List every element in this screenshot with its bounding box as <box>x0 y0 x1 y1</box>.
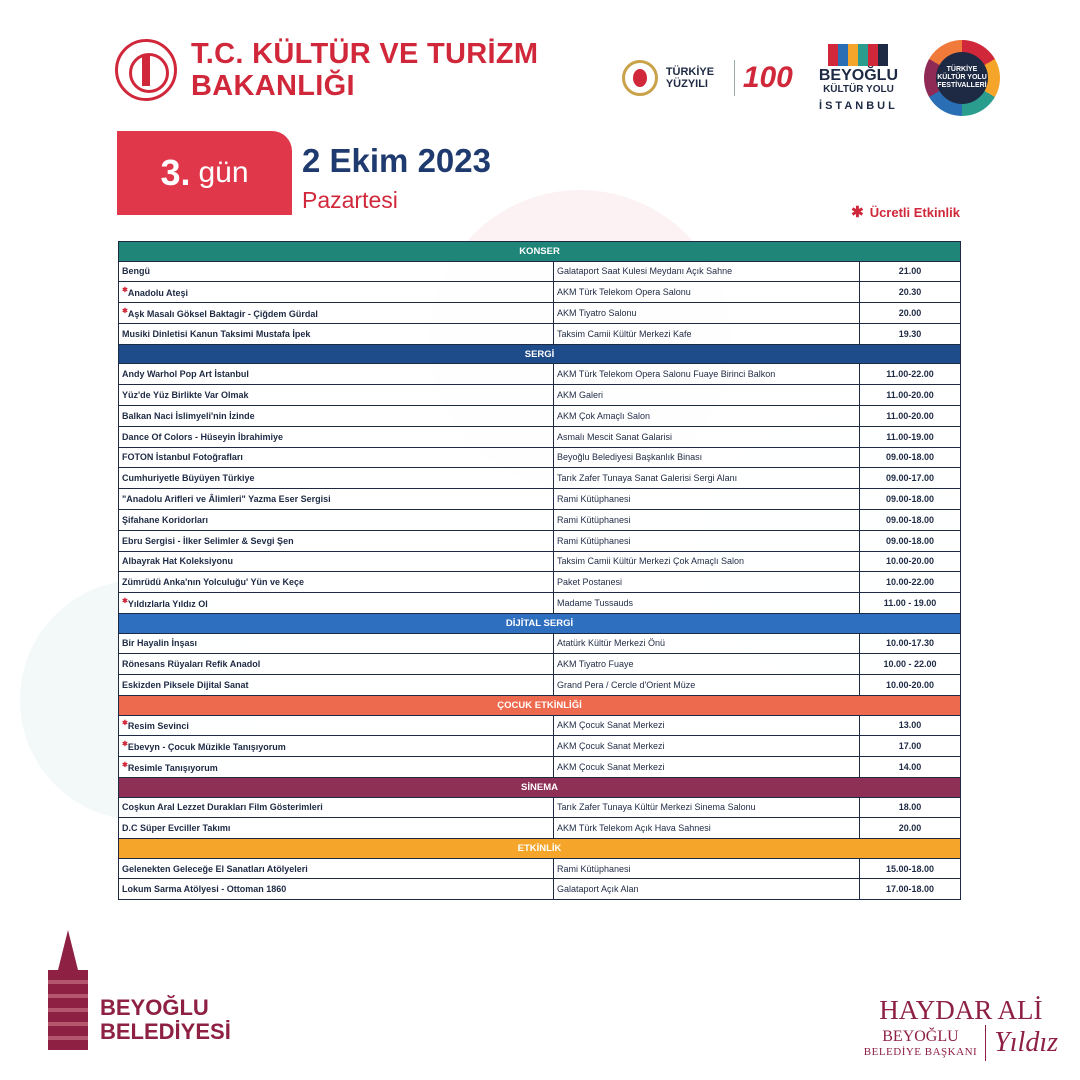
event-name-cell <box>119 303 554 324</box>
table-row <box>119 323 961 344</box>
event-name-cell <box>119 818 554 839</box>
event-time: 20.30 <box>860 282 961 303</box>
festival-logo-line2: KÜLTÜR YOLU <box>937 74 987 81</box>
table-row <box>119 468 961 489</box>
ministry-name-line2: BAKANLIĞI <box>191 70 355 102</box>
table-row <box>119 593 961 614</box>
paid-marker-icon: ✱ <box>851 204 864 221</box>
event-name: Yıldızlarla Yıldız Ol <box>127 599 208 610</box>
galata-tower-icon <box>42 930 94 1050</box>
event-venue: Asmalı Mescit Sanat Galarisi <box>554 426 860 447</box>
table-row <box>119 426 961 447</box>
paid-marker-icon: ✱ <box>122 598 128 606</box>
event-name: Dance Of Colors - Hüseyin İbrahimiye <box>122 431 284 442</box>
event-time: 11.00-20.00 <box>860 385 961 406</box>
event-name: Resimle Tanışıyorum <box>127 763 218 773</box>
event-venue: Beyoğlu Belediyesi Başkanlık Binası <box>554 447 860 468</box>
event-time: 11.00 - 19.00 <box>860 593 961 614</box>
table-row <box>119 364 961 385</box>
belediye-name-line2: BELEDİYESİ <box>100 1019 231 1044</box>
event-venue: Rami Kütüphanesi <box>554 509 860 530</box>
event-venue: Paket Postanesi <box>554 572 860 593</box>
section-header-row <box>119 839 961 859</box>
mayor-signature-script: Yıldız <box>994 1027 1058 1058</box>
partner-logos <box>622 40 1000 116</box>
table-row <box>119 879 961 900</box>
event-name: Rönesans Rüyaları Refik Anadol <box>122 659 261 670</box>
event-weekday: Pazartesi <box>302 187 398 213</box>
event-time: 21.00 <box>860 261 961 282</box>
beyoglu-logo-title: BEYOĞLU <box>818 67 898 84</box>
day-badge <box>117 131 292 215</box>
event-time: 10.00-20.00 <box>860 675 961 696</box>
belediye-name <box>100 996 231 1044</box>
event-name: Şifahane Koridorları <box>122 514 209 525</box>
section-header-row <box>119 613 961 633</box>
event-venue: Galataport Saat Kulesi Meydanı Açık Sahne <box>554 261 860 282</box>
paid-marker-icon: ✱ <box>122 287 128 295</box>
table-row <box>119 447 961 468</box>
table-row <box>119 858 961 879</box>
event-time: 10.00-22.00 <box>860 572 961 593</box>
table-row <box>119 385 961 406</box>
paid-marker-icon: ✱ <box>122 762 128 769</box>
beyoglu-kultur-yolu-logo <box>819 44 898 112</box>
day-word: gün <box>198 156 249 189</box>
festival-logo-center <box>936 52 988 104</box>
event-name: Aşk Masalı Göksel Baktagir - Çiğdem Gürdal <box>127 309 318 320</box>
mayor-signature <box>864 995 1058 1061</box>
section-title: KONSER <box>119 242 961 262</box>
event-name-cell <box>119 654 554 675</box>
event-name: Bengü <box>122 266 150 277</box>
table-row <box>119 551 961 572</box>
event-venue: Galataport Açık Alan <box>554 879 860 900</box>
event-venue: AKM Çocuk Sanat Merkezi <box>554 736 860 757</box>
event-venue: AKM Türk Telekom Açık Hava Sahnesi <box>554 818 860 839</box>
event-name: Resim Sevinci <box>127 721 189 732</box>
event-name-cell <box>119 468 554 489</box>
ministry-logo <box>115 38 538 102</box>
event-venue: AKM Tiyatro Salonu <box>554 303 860 324</box>
event-venue: AKM Çocuk Sanat Merkezi <box>554 757 860 778</box>
event-name: Albayrak Hat Koleksiyonu <box>122 556 234 567</box>
event-name-cell <box>119 405 554 426</box>
section-title: SERGİ <box>119 344 961 364</box>
event-name-cell <box>119 797 554 818</box>
event-time: 10.00-20.00 <box>860 551 961 572</box>
paid-marker-icon: ✱ <box>122 741 128 749</box>
event-venue: AKM Tiyatro Fuaye <box>554 654 860 675</box>
event-name-cell <box>119 675 554 696</box>
event-venue: Rami Kütüphanesi <box>554 530 860 551</box>
event-time: 10.00-17.30 <box>860 633 961 654</box>
event-name-cell <box>119 551 554 572</box>
event-time: 09.00-17.00 <box>860 468 961 489</box>
event-name-cell <box>119 736 554 757</box>
event-name-cell <box>119 593 554 614</box>
section-title: DİJİTAL SERGİ <box>119 613 961 633</box>
event-name: Bir Hayalin İnşası <box>122 638 198 649</box>
event-name: Cumhuriyetle Büyüyen Türkiye <box>122 473 255 484</box>
paid-event-legend-label: Ücretli Etkinlik <box>869 204 960 220</box>
table-row <box>119 572 961 593</box>
event-venue: Atatürk Kültür Merkezi Önü <box>554 633 860 654</box>
paid-marker-icon: ✱ <box>122 308 128 316</box>
section-header-row <box>119 777 961 797</box>
event-name: Lokum Sarma Atölyesi - Ottoman 1860 <box>122 884 287 895</box>
event-venue: AKM Türk Telekom Opera Salonu <box>554 282 860 303</box>
beyoglu-belediyesi-logo <box>42 930 231 1050</box>
table-row <box>119 303 961 324</box>
event-time: 15.00-18.00 <box>860 858 961 879</box>
event-name-cell <box>119 261 554 282</box>
event-name: Ebevyn - Çocuk Müzikle Tanışıyorum <box>127 742 286 753</box>
event-time: 11.00-20.00 <box>860 405 961 426</box>
event-name-cell <box>119 426 554 447</box>
table-row <box>119 757 961 778</box>
centenary-logo-text: 100 <box>742 61 793 94</box>
event-time: 11.00-19.00 <box>860 426 961 447</box>
section-title: SİNEMA <box>119 777 961 797</box>
event-date: 2 Ekim 2023 <box>302 142 491 179</box>
event-name-cell <box>119 385 554 406</box>
event-name-cell <box>119 572 554 593</box>
table-row <box>119 282 961 303</box>
table-row <box>119 797 961 818</box>
event-time: 10.00 - 22.00 <box>860 654 961 675</box>
event-name-cell <box>119 489 554 510</box>
event-name-cell <box>119 757 554 778</box>
event-name: D.C Süper Evciller Takımı <box>122 823 231 834</box>
table-row <box>119 633 961 654</box>
schedule-table <box>118 241 961 900</box>
section-header-row <box>119 695 961 715</box>
event-name: Coşkun Aral Lezzet Durakları Film Gösterimleri <box>122 802 323 813</box>
event-venue: AKM Türk Telekom Opera Salonu Fuaye Birinci Balkon <box>554 364 860 385</box>
festival-logo-line1: TÜRKİYE <box>946 66 978 73</box>
paid-marker-icon: ✱ <box>122 720 128 728</box>
ministry-emblem-icon <box>115 39 177 101</box>
signature-title-block <box>864 1028 977 1058</box>
ministry-name <box>191 38 538 102</box>
table-row <box>119 654 961 675</box>
event-time: 09.00-18.00 <box>860 447 961 468</box>
event-name: Zümrüdü Anka'nın Yolculuğu' Yün ve Keçe <box>122 577 304 588</box>
table-row <box>119 818 961 839</box>
event-name-cell <box>119 633 554 654</box>
event-time: 09.00-18.00 <box>860 489 961 510</box>
event-time: 17.00 <box>860 736 961 757</box>
event-venue: Grand Pera / Cercle d'Orient Müze <box>554 675 860 696</box>
event-time: 17.00-18.00 <box>860 879 961 900</box>
mayor-district: BEYOĞLU <box>882 1028 959 1045</box>
table-row <box>119 715 961 736</box>
event-time: 18.00 <box>860 797 961 818</box>
beyoglu-logo-city: İSTANBUL <box>819 100 898 112</box>
section-title: ETKİNLİK <box>119 839 961 859</box>
table-row <box>119 261 961 282</box>
table-row <box>119 509 961 530</box>
event-venue: Taksim Camii Kültür Merkezi Kafe <box>554 323 860 344</box>
event-name: FOTON İstanbul Fotoğrafları <box>122 452 243 463</box>
crescent-icon <box>622 60 658 96</box>
event-time: 19.30 <box>860 323 961 344</box>
event-name-cell <box>119 323 554 344</box>
mayor-title: BELEDİYE BAŞKANI <box>863 1046 978 1058</box>
day-number: 3. <box>160 152 191 193</box>
event-name-cell <box>119 447 554 468</box>
event-name-cell <box>119 858 554 879</box>
table-row <box>119 405 961 426</box>
mayor-name: HAYDAR ALİ <box>879 995 1043 1025</box>
event-venue: Madame Tussauds <box>554 593 860 614</box>
event-name: Ebru Sergisi - İlker Selimler & Sevgi Şen <box>122 535 294 546</box>
event-time: 20.00 <box>860 818 961 839</box>
beyoglu-logo-subtitle: KÜLTÜR YOLU <box>823 84 894 95</box>
event-venue: Tarık Zafer Tunaya Kültür Merkezi Sinema Salonu <box>554 797 860 818</box>
event-name-cell <box>119 364 554 385</box>
paid-event-legend <box>851 203 960 221</box>
event-name: Balkan Naci İslimyeli'nin İzinde <box>122 410 255 421</box>
event-name: Andy Warhol Pop Art İstanbul <box>122 369 249 380</box>
festival-logo-line3: FESTİVALLERİ <box>937 82 987 89</box>
event-name: "Anadolu Arifleri ve Âlimleri" Yazma Eser Sergisi <box>122 494 331 505</box>
event-name-cell <box>119 530 554 551</box>
signature-row <box>864 1025 1058 1061</box>
section-header-row <box>119 344 961 364</box>
signature-divider <box>985 1025 986 1061</box>
event-time: 11.00-22.00 <box>860 364 961 385</box>
event-time: 20.00 <box>860 303 961 324</box>
event-name: Yüz'de Yüz Birlikte Var Olmak <box>122 390 249 401</box>
event-name-cell <box>119 282 554 303</box>
event-venue: AKM Çok Amaçlı Salon <box>554 405 860 426</box>
event-venue: Taksim Camii Kültür Merkezi Çok Amaçlı Salon <box>554 551 860 572</box>
event-time: 09.00-18.00 <box>860 530 961 551</box>
ministry-name-line1: T.C. KÜLTÜR VE TURİZM <box>191 38 539 70</box>
turkiye-yuzyili-logo <box>622 60 793 96</box>
section-title: ÇOCUK ETKİNLİĞİ <box>119 695 961 715</box>
event-time: 09.00-18.00 <box>860 509 961 530</box>
event-name-cell <box>119 509 554 530</box>
turkiye-yuzyili-text: TÜRKİYE YÜZYILI <box>665 66 715 90</box>
skyline-icon <box>828 44 888 66</box>
event-venue: Tarık Zafer Tunaya Sanat Galerisi Sergi Alanı <box>554 468 860 489</box>
event-name: Musiki Dinletisi Kanun Taksimi Mustafa İpek <box>122 328 311 339</box>
table-row <box>119 675 961 696</box>
table-row <box>119 736 961 757</box>
logo-divider <box>734 60 735 96</box>
event-venue: AKM Çocuk Sanat Merkezi <box>554 715 860 736</box>
festival-logo <box>924 40 1000 116</box>
event-venue: AKM Galeri <box>554 385 860 406</box>
event-time: 13.00 <box>860 715 961 736</box>
event-name: Anadolu Ateşi <box>127 288 189 299</box>
event-venue: Rami Kütüphanesi <box>554 858 860 879</box>
belediye-name-line1: BEYOĞLU <box>100 995 209 1020</box>
section-header-row <box>119 242 961 262</box>
event-venue: Rami Kütüphanesi <box>554 489 860 510</box>
table-row <box>119 489 961 510</box>
event-name-cell <box>119 715 554 736</box>
event-time: 14.00 <box>860 757 961 778</box>
table-row <box>119 530 961 551</box>
event-name-cell <box>119 879 554 900</box>
event-name: Eskizden Piksele Dijital Sanat <box>122 680 249 691</box>
event-name: Gelenekten Geleceğe El Sanatları Atölyeleri <box>122 863 308 874</box>
